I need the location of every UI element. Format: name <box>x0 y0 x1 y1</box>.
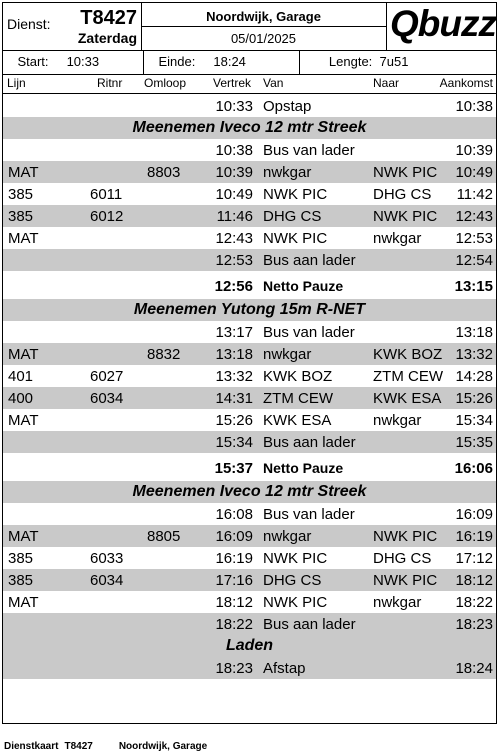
departure-cell: 10:33 <box>215 98 253 115</box>
arrival-cell: 11:42 <box>456 186 493 203</box>
shift-info <box>3 50 496 75</box>
line-cell: 401 <box>8 368 34 385</box>
schedule-rows <box>3 95 496 679</box>
break-row <box>3 271 496 299</box>
qbuzz-logo: Qbuzz <box>390 3 496 44</box>
length <box>300 50 497 74</box>
section-title <box>3 481 496 503</box>
departure-cell: 16:09 <box>215 528 253 545</box>
trip-row <box>3 547 496 569</box>
arrival-cell: 18:23 <box>455 616 493 633</box>
departure-cell: 10:49 <box>215 186 253 203</box>
arrival-cell: 18:24 <box>455 660 493 677</box>
from-cell: nwkgar <box>263 528 312 545</box>
trip-row <box>3 139 496 161</box>
arrival-cell: 10:38 <box>455 98 493 115</box>
trip-number-cell: 6034 <box>90 390 124 407</box>
from-cell: KWK BOZ <box>263 368 333 385</box>
to-cell: NWK PIC <box>373 572 438 589</box>
break-label: Netto Pauze <box>263 278 344 294</box>
from-cell: Opstap <box>263 98 312 115</box>
departure-cell: 10:39 <box>215 164 253 181</box>
arrival-cell: 12:43 <box>455 208 493 225</box>
header <box>3 3 496 51</box>
departure-cell: 16:08 <box>215 506 253 523</box>
section-title-text: Meenemen Iveco 12 mtr Streek <box>132 483 367 500</box>
to-cell: NWK PIC <box>373 208 438 225</box>
arrival-cell: 18:12 <box>455 572 493 589</box>
line-cell: MAT <box>8 346 39 363</box>
to-cell: DHG CS <box>373 186 432 203</box>
from-cell: NWK PIC <box>263 594 328 611</box>
line-cell: MAT <box>8 594 39 611</box>
section-title-text: Meenemen Yutong 15m R-NET <box>133 301 366 318</box>
col-vertrek: Vertrek <box>213 76 252 90</box>
arrival-cell: 16:19 <box>455 528 493 545</box>
break-row <box>3 453 496 481</box>
departure-cell: 13:17 <box>215 324 253 341</box>
footer-location: Noordwijk, Garage <box>118 741 208 752</box>
arrival-cell: 13:32 <box>455 346 493 363</box>
line-cell: MAT <box>8 528 39 545</box>
trip-number-cell: 6027 <box>90 368 124 385</box>
arrival-cell: 10:39 <box>455 142 493 159</box>
trip-number-cell: 6034 <box>90 572 124 589</box>
arrival-cell: 15:26 <box>455 390 493 407</box>
start-text: Start: 10:33 <box>17 54 100 69</box>
arrival-cell: 14:28 <box>455 368 493 385</box>
from-cell: Bus van lader <box>263 324 355 341</box>
from-cell: Bus aan lader <box>263 434 356 451</box>
footer-duty: T8427 <box>64 741 93 752</box>
break-start: 15:37 <box>214 460 253 477</box>
from-cell: KWK ESA <box>263 412 332 429</box>
arrival-cell: 15:34 <box>455 412 493 429</box>
trip-row <box>3 321 496 343</box>
from-cell: nwkgar <box>263 164 312 181</box>
arrival-cell: 12:54 <box>455 252 493 269</box>
trip-row <box>3 227 496 249</box>
section-title-text: Meenemen Iveco 12 mtr Streek <box>132 119 367 136</box>
location: Noordwijk, Garage <box>206 9 321 24</box>
from-cell: NWK PIC <box>263 550 328 567</box>
trip-row <box>3 95 496 117</box>
departure-cell: 12:43 <box>215 230 253 247</box>
date: 05/01/2025 <box>230 31 297 46</box>
arrival-cell: 17:12 <box>455 550 493 567</box>
divider <box>141 26 386 27</box>
logo-cell <box>386 3 497 50</box>
trip-row <box>3 249 496 271</box>
departure-cell: 15:26 <box>215 412 253 429</box>
duty-cell <box>3 3 142 50</box>
departure-cell: 13:32 <box>215 368 253 385</box>
to-cell: nwkgar <box>373 594 422 611</box>
departure-cell: 14:31 <box>215 390 253 407</box>
trip-row <box>3 613 496 635</box>
trip-row <box>3 161 496 183</box>
footer <box>4 741 233 752</box>
trip-row <box>3 343 496 365</box>
col-lijn: Lijn <box>7 76 26 90</box>
trip-number-cell: 6012 <box>90 208 124 225</box>
from-cell: NWK PIC <box>263 230 328 247</box>
departure-cell: 18:22 <box>215 616 253 633</box>
col-ritnr: Ritnr <box>97 76 123 90</box>
to-cell: DHG CS <box>373 550 432 567</box>
line-cell: 385 <box>8 572 34 589</box>
length-text: Lengte: 7u51 <box>328 54 409 69</box>
break-end: 16:06 <box>454 460 493 477</box>
arrival-cell: 13:18 <box>455 324 493 341</box>
to-cell: nwkgar <box>373 412 422 429</box>
arrival-cell: 18:22 <box>455 594 493 611</box>
col-naar: Naar <box>373 76 400 90</box>
trip-row <box>3 183 496 205</box>
section-title-text: Laden <box>225 637 274 654</box>
col-omloop: Omloop <box>144 76 187 90</box>
section-title <box>3 117 496 139</box>
trip-row <box>3 525 496 547</box>
arrival-cell: 12:53 <box>455 230 493 247</box>
to-cell: KWK ESA <box>373 390 442 407</box>
block-cell: 8805 <box>147 528 181 545</box>
trip-row <box>3 205 496 227</box>
departure-cell: 11:46 <box>216 208 253 225</box>
duty-label: Dienst: <box>7 16 51 32</box>
end-text: Einde: 18:24 <box>158 54 246 69</box>
location-cell <box>141 3 387 50</box>
from-cell: Bus aan lader <box>263 616 356 633</box>
trip-number-cell: 6033 <box>90 550 124 567</box>
arrival-cell: 10:49 <box>455 164 493 181</box>
block-cell: 8832 <box>147 346 181 363</box>
from-cell: Bus van lader <box>263 142 355 159</box>
departure-cell: 16:19 <box>215 550 253 567</box>
line-cell: MAT <box>8 412 39 429</box>
from-cell: ZTM CEW <box>263 390 333 407</box>
departure-cell: 18:23 <box>215 660 253 677</box>
block-cell: 8803 <box>147 164 181 181</box>
trip-number-cell: 6011 <box>90 186 123 203</box>
trip-row <box>3 657 496 679</box>
trip-row <box>3 431 496 453</box>
arrival-cell: 16:09 <box>455 506 493 523</box>
line-cell: 385 <box>8 550 34 567</box>
to-cell: NWK PIC <box>373 164 438 181</box>
col-van: Van <box>263 76 284 90</box>
departure-cell: 18:12 <box>215 594 253 611</box>
break-start: 12:56 <box>214 278 253 295</box>
to-cell: nwkgar <box>373 230 422 247</box>
departure-cell: 17:16 <box>215 572 253 589</box>
trip-row <box>3 387 496 409</box>
departure-cell: 12:53 <box>215 252 253 269</box>
col-aankomst: Aankomst <box>439 76 493 90</box>
duty-number: T8427 <box>80 7 137 29</box>
break-label: Netto Pauze <box>263 460 344 476</box>
section-title <box>3 299 496 321</box>
from-cell: nwkgar <box>263 346 312 363</box>
from-cell: DHG CS <box>263 208 322 225</box>
line-cell: 400 <box>8 390 34 407</box>
to-cell: ZTM CEW <box>373 368 443 385</box>
line-cell: 385 <box>8 186 34 203</box>
footer-label: Dienstkaart <box>4 741 59 752</box>
break-end: 13:15 <box>454 278 493 295</box>
from-cell: DHG CS <box>263 572 322 589</box>
to-cell: NWK PIC <box>373 528 438 545</box>
trip-row <box>3 365 496 387</box>
from-cell: Afstap <box>263 660 306 677</box>
from-cell: NWK PIC <box>263 186 328 203</box>
from-cell: Bus aan lader <box>263 252 356 269</box>
day-of-week: Zaterdag <box>77 30 137 46</box>
trip-row <box>3 569 496 591</box>
trip-row <box>3 591 496 613</box>
line-cell: MAT <box>8 164 39 181</box>
column-header <box>3 74 496 94</box>
line-cell: 385 <box>8 208 34 225</box>
end-time <box>144 50 300 74</box>
section-title <box>3 635 496 657</box>
to-cell: KWK BOZ <box>373 346 443 363</box>
duty-card <box>2 2 497 724</box>
trip-row <box>3 409 496 431</box>
departure-cell: 13:18 <box>215 346 253 363</box>
departure-cell: 10:38 <box>215 142 253 159</box>
from-cell: Bus van lader <box>263 506 355 523</box>
start-time <box>3 50 144 74</box>
line-cell: MAT <box>8 230 39 247</box>
arrival-cell: 15:35 <box>455 434 493 451</box>
departure-cell: 15:34 <box>215 434 253 451</box>
trip-row <box>3 503 496 525</box>
